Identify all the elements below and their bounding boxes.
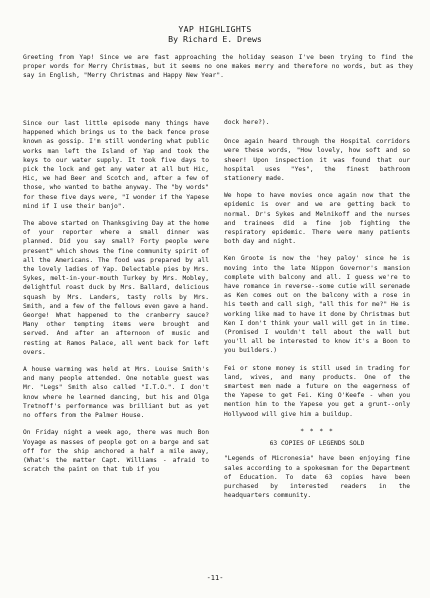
byline: By Richard E. Drews <box>168 34 262 44</box>
page-number: -11- <box>206 574 224 582</box>
paragraph: Fei or stone money is still used in trading for land, wives, and many products. One of the smartest men made a future on the eagerness of the Yapese to get Fei. King O'Keefe - when you mention him to the Yapese you get a grunt--only Hollywood will give him a buildup. <box>224 364 410 418</box>
right-column <box>224 118 410 508</box>
page-title: YAP HIGHLIGHTS <box>178 24 252 34</box>
paragraph: "Legends of Micronesia" have been enjoying fine sales according to a spokesman for the Department of Education. To date 63 copies have been purchased by interested readers in the headquarters community. <box>224 455 410 500</box>
paragraph: A house warming was held at Mrs. Louise Smith's and many people attended. One notable guest was Mr. "Legs" Smith also called "I.T.O.". I don't know where he learned dancing, but his and Olga Tretnoff's performance was brilliant but as yet no offers from the Palmer House. <box>23 366 209 420</box>
paragraph: Ken Groote is now the 'hey paloy' since he is moving into the late Nippon Governor's mansion complete with balcony and all. I guess we're to have romance in reverse--some cutie will serenade as Ken comes out on the balcony with a rose in his teeth and call sigh, "all this for me?" He is working like mad to have it done by Christmas but Ken I don't think your wall will get in in time. (Promised I wouldn't tell about the wall but you'll all be interested to know it's a Boon to you builders.) <box>224 255 410 355</box>
paragraph: Once again heard through the Hospital corridors were these words, "How lovely, how soft and so sheer! Upon inspection it was found that our hospital uses "Yes", the finest bathroom stationery made. <box>224 138 410 183</box>
section-divider-stars: * * * * <box>300 427 334 435</box>
paragraph: On Friday night a week ago, there was much Bon Voyage as masses of people got on a barge and sat off for the ship anchored a half a mile away, (What's the matter Capt. Williams - afraid to scratch the paint on that tub if you <box>23 429 209 474</box>
intro-paragraph: Greeting from Yap! Since we are fast approaching the holiday season I've been trying to find the proper words for Merry Christmas, but it seems no one makes merry and therefore no words, but as they say in English, "Merry Christmas and Happy New Year". <box>23 54 413 80</box>
paragraph: We hope to have movies once again now that the epidemic is over and we are getting back to normal. Dr's Sykes and Melnikoff and the nurses and trainees did a fine job fighting the respiratory epidemic. There were many patients both day and night. <box>224 192 410 246</box>
paragraph: Since our last little episode many things have happened which brings us to the back fence prose known as gossip. I'm still wondering what public works man left the Island of Yap and took the keys to our water supply. It took five days to pick the lock and get any water at all but Hic, Hic, we had Beer and Scotch and, after a few of those, who wanted to bathe anyway. The "by words" for these five days were, "I wonder if the Yapese mind if I use their banjo". <box>23 120 209 210</box>
left-column <box>23 119 209 482</box>
paragraph: The above started on Thanksgiving Day at the home of your reporter where a small dinner was planned. Did you say small? Forty people were present" which shows the fine community spirit of all the Americans. The food was prepared by all the lovely ladies of Yap. Delectable pies by Mrs. Sykes, melt-in-your-mouth Turkey by Mrs. Mobley, delightful roast duck by Mrs. Ballard, delicious squash by Mrs. Landers, tasty rolls by Mrs. Smith, and a few of the fellows even gave a hand. George! What happened to the cranberry sauce? Many other tempting items were brought and served. And after an afternoon of music and resting at Ramos Palace, all went back for left overs. <box>23 220 209 356</box>
continuation-text: dock here?). <box>224 119 270 126</box>
section-subheading: 63 COPIES OF LEGENDS SOLD <box>269 440 365 448</box>
